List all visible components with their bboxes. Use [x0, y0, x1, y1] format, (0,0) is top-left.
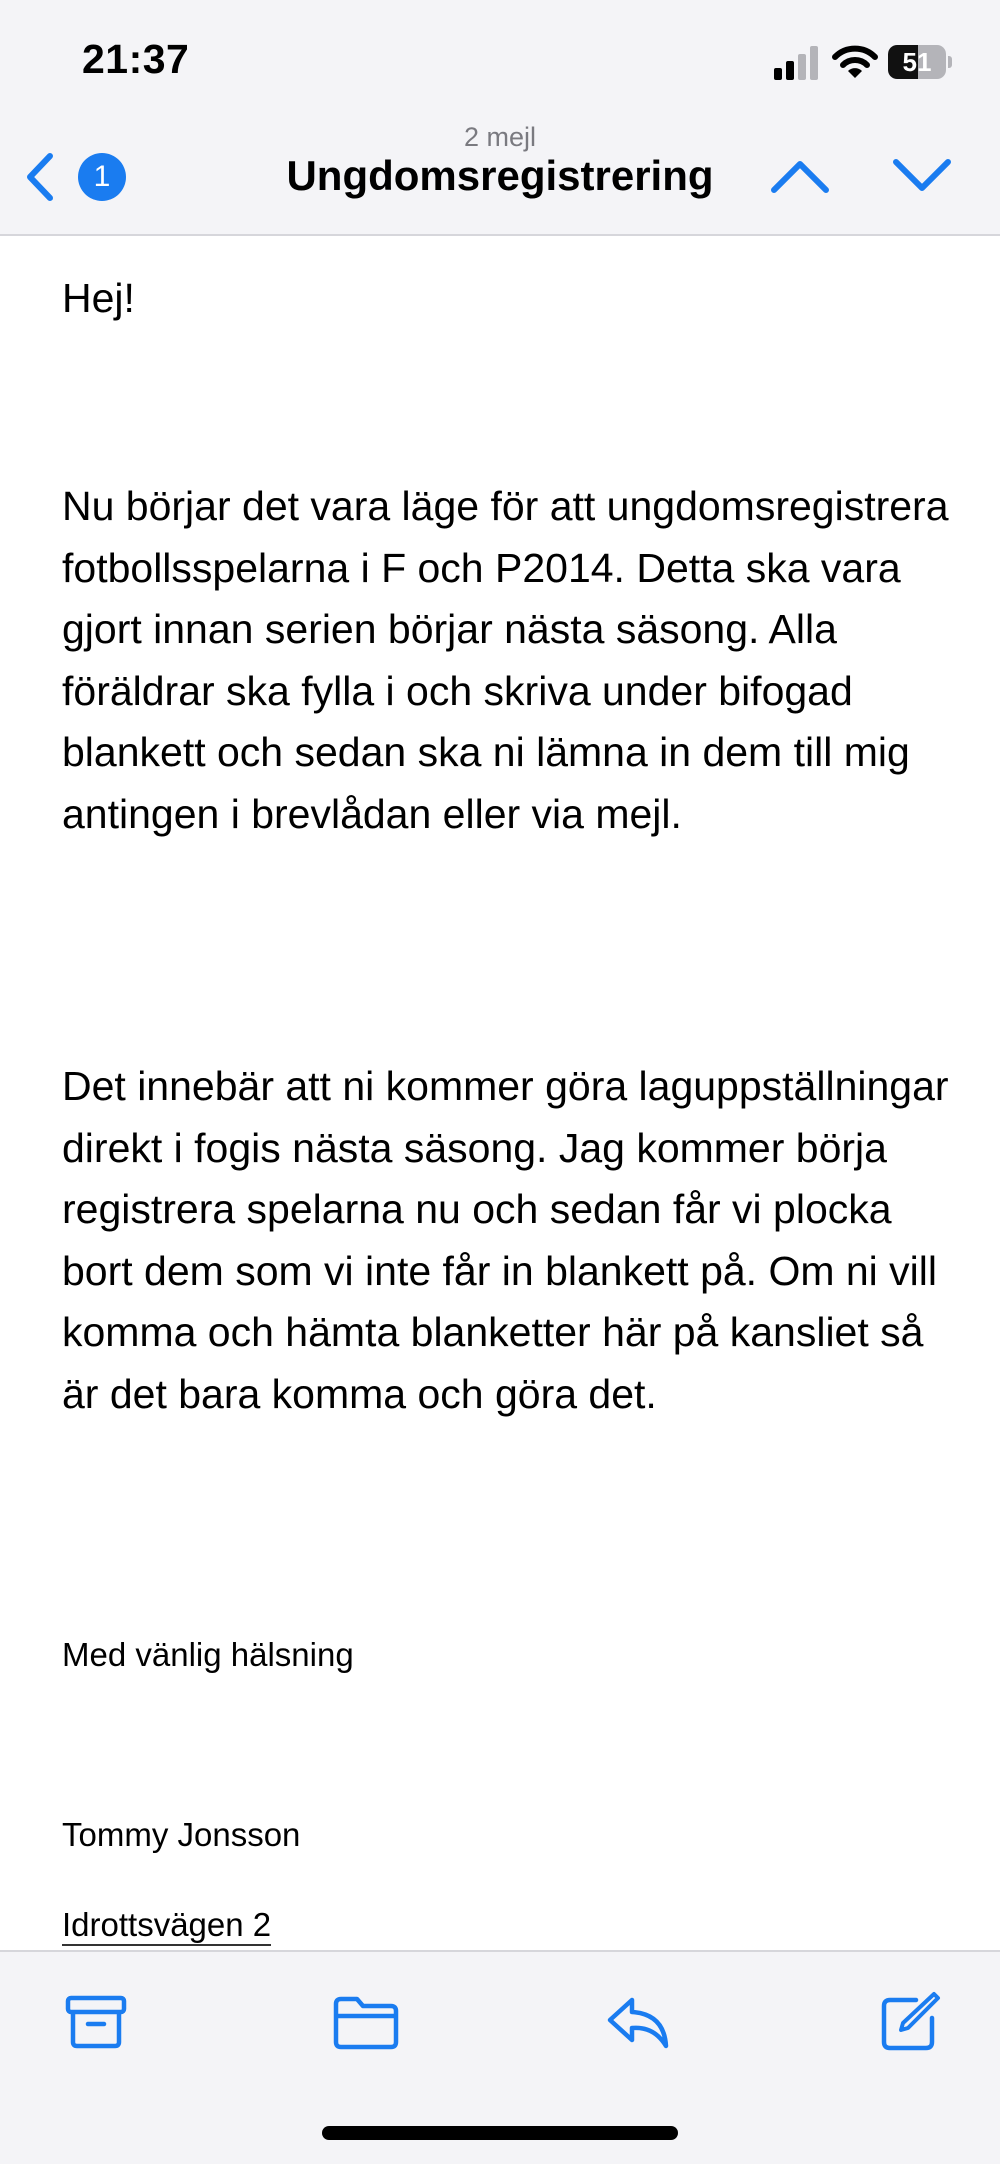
move-to-folder-button[interactable] — [332, 1990, 400, 2054]
email-paragraph-2: Det innebär att ni kommer göra laguppställningar direkt i fogis nästa säsong. Jag kommer börja registrera spelarna nu och sedan får vi plocka bort dem som vi inte får in blankett på. Om ni vill komma och hämta blanketter här på kansliet så är det bara komma och göra det. — [62, 1063, 949, 1417]
folder-icon — [332, 1990, 400, 2054]
compose-button[interactable] — [876, 1990, 944, 2054]
reply-icon — [604, 1990, 672, 2054]
next-message-chevron-down-icon[interactable] — [890, 154, 954, 198]
reply-button[interactable] — [604, 1990, 672, 2054]
email-subject: Ungdomsregistrering — [286, 152, 714, 199]
cellular-signal-icon — [774, 46, 820, 80]
sender-address-link[interactable]: Idrottsvägen 2 — [62, 1906, 271, 1946]
email-paragraph-1: Nu börjar det vara läge för att ungdomsregistrera fotbollsspelarna i F och P2014. Detta ska vara gjort innan serien börjar nästa säsong. Alla föräldrar ska fylla i och skriva under bifogad blankett och sedan ska ni lämna in dem till mig antingen i brevlådan eller via mejl. — [62, 483, 949, 837]
wifi-icon — [832, 44, 878, 80]
battery-icon — [888, 45, 950, 81]
battery-level: 51 — [902, 47, 932, 77]
archive-button[interactable] — [62, 1990, 130, 2054]
email-greeting-block — [62, 268, 942, 328]
status-time: 21:37 — [82, 36, 190, 82]
compose-icon — [876, 1990, 944, 2054]
archive-icon — [62, 1990, 130, 2054]
back-chevron-icon[interactable] — [18, 150, 62, 204]
home-indicator[interactable] — [322, 2126, 678, 2140]
previous-message-chevron-up-icon[interactable] — [768, 154, 832, 198]
message-count: 2 mejl — [463, 122, 537, 152]
unread-count-badge[interactable]: 1 — [78, 153, 126, 201]
sender-name: Tommy Jonsson — [62, 1816, 301, 1853]
top-bar — [0, 0, 1000, 236]
email-greeting: Hej! — [62, 275, 135, 321]
email-closing: Med vänlig hälsning — [62, 1636, 354, 1673]
